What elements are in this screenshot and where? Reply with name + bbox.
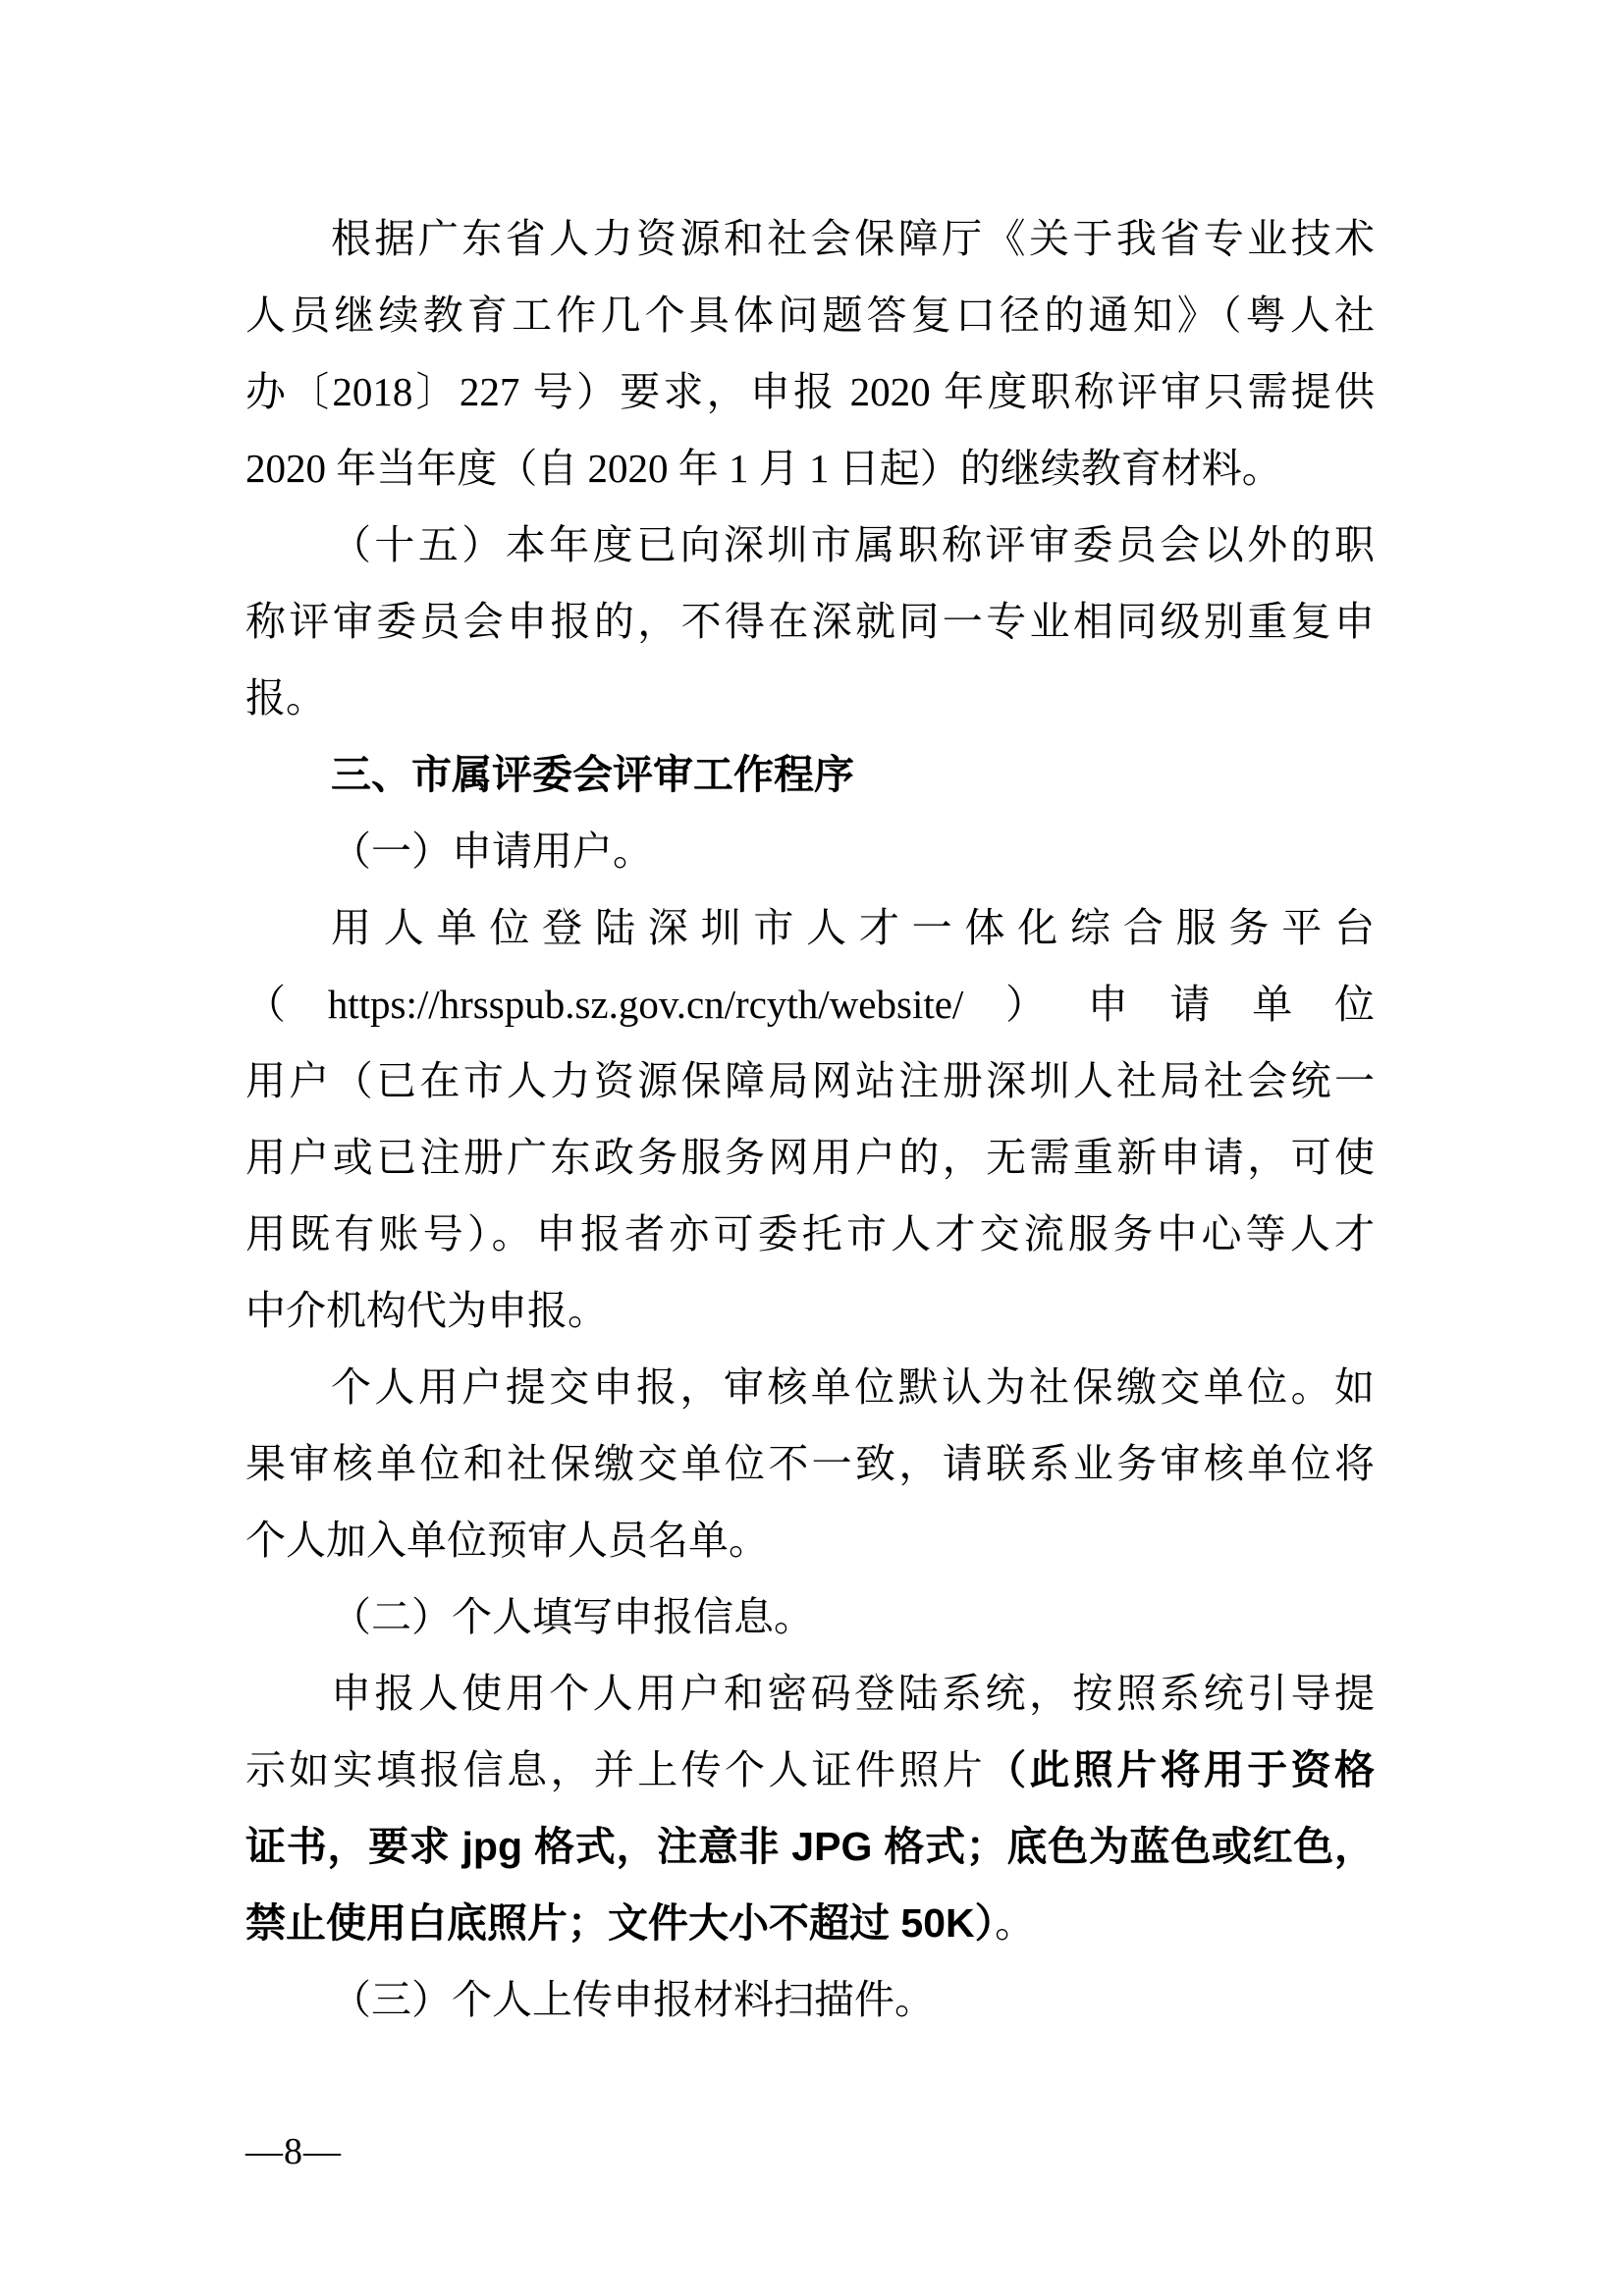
text-line [245,583,1375,660]
text-segment: 根据广东省人力资源和社会保障厅《关于我省专业技术 [331,216,1375,261]
text-segment: 人员继续教育工作几个具体问题答复口径的通知》（粤人社 [245,293,1375,338]
text-line [245,1655,1375,1732]
text-line [245,660,1375,736]
text-line [245,1119,1375,1196]
text-line [245,1732,1375,1808]
text-segment: 示如实填报信息，并上传个人证件照片 [245,1747,987,1792]
text-line [245,1272,1375,1349]
text-segment: 报。 [245,675,326,721]
text-segment: 中介机构代为申报。 [245,1288,608,1333]
text-segment: 申报人使用个人用户和密码登陆系统，按照系统引导提 [331,1671,1375,1716]
text-line [245,430,1375,507]
section-heading [245,736,1375,813]
bold-text-segment: 禁止使用白底照片；文件大小不超过 50K） [245,1900,996,1946]
text-line [245,1349,1375,1425]
text-line [245,277,1375,353]
text-segment: 个人加入单位预审人员名单。 [245,1518,769,1563]
text-line [245,353,1375,430]
text-segment: （十五）本年度已向深圳市属职称评审委员会以外的职 [331,522,1375,567]
document-body [245,200,1375,2038]
text-line [245,1808,1375,1885]
text-segment: 果审核单位和社保缴交单位不一致，请联系业务审核单位将 [245,1441,1375,1486]
text-line [245,200,1375,277]
text-line [245,966,1375,1042]
text-segment: 用人单位登陆深圳市人才一体化综合服务平台 [331,905,1375,950]
text-segment: （二）个人填写申报信息。 [331,1594,814,1639]
text-segment: 个人用户提交申报，审核单位默认为社保缴交单位。如 [331,1364,1375,1410]
text-segment: 用既有账号）。申报者亦可委托市人才交流服务中心等人才 [245,1211,1375,1256]
text-segment: （https://hrsspub.sz.gov.cn/rcyth/website/）申请单位 [245,982,1375,1027]
text-segment: 用户（已在市人力资源保障局网站注册深圳人社局社会统一 [245,1058,1375,1103]
text-line [245,1961,1375,2038]
text-line [245,813,1375,889]
bold-text-segment: （此照片将用于资格 [986,1747,1376,1792]
text-segment: 。 [995,1900,1036,1946]
text-line [245,1502,1375,1578]
bold-text-segment: 三、市属评委会评审工作程序 [331,752,854,797]
text-segment: 2020 年当年度（自 2020 年 1 月 1 日起）的继续教育材料。 [245,446,1282,491]
text-segment: （一）申请用户。 [331,828,653,874]
text-line [245,1578,1375,1655]
text-line [245,507,1375,583]
bold-text-segment: 证书，要求 jpg 格式，注意非 JPG 格式；底色为蓝色或红色， [245,1824,1375,1869]
text-line [245,1885,1375,1961]
text-line [245,1425,1375,1502]
text-line [245,1042,1375,1119]
text-line [245,1196,1375,1272]
text-segment: 办〔2018〕227 号）要求，申报 2020 年度职称评审只需提供 [245,369,1375,414]
text-segment: 称评审委员会申报的，不得在深就同一专业相同级别重复申 [245,599,1375,644]
text-segment: （三）个人上传申报材料扫描件。 [331,1977,935,2022]
text-segment: 用户或已注册广东政务服务网用户的，无需重新申请，可使 [245,1135,1375,1180]
page-number: —8— [245,2131,342,2172]
text-line [245,889,1375,966]
